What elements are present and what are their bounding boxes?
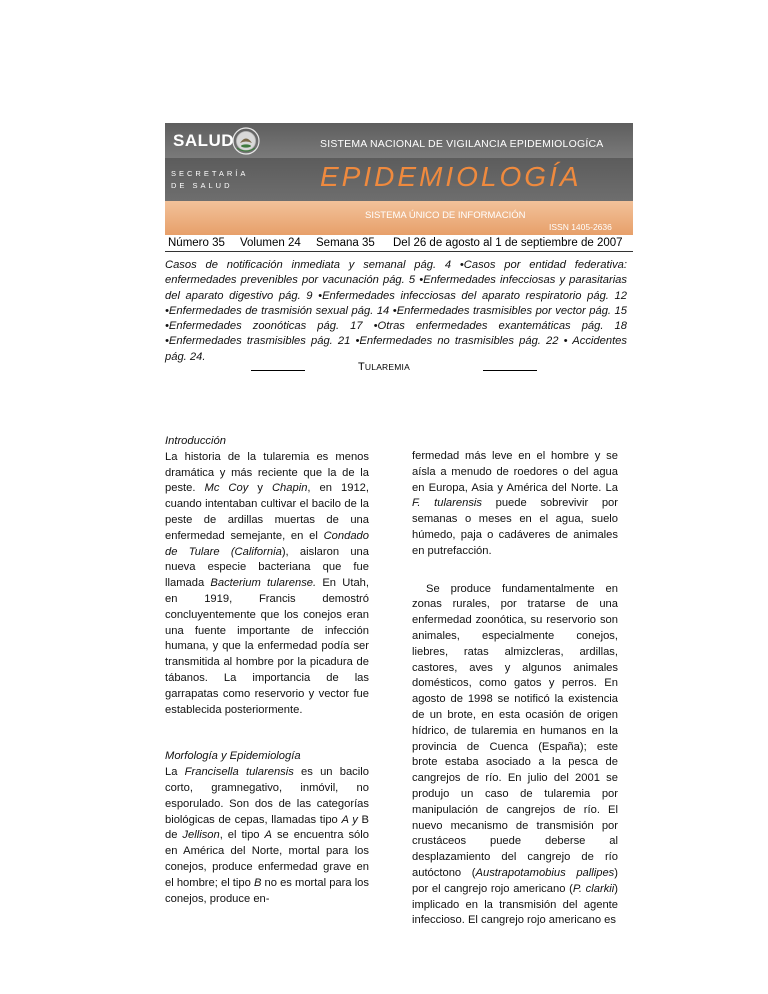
coat-of-arms-icon <box>231 126 261 156</box>
issue-number: Número 35 <box>168 237 225 249</box>
article-title <box>358 361 410 373</box>
publication-title: EPIDEMIOLOGÍA <box>320 161 582 192</box>
title-rule-left <box>251 370 305 371</box>
secretaria-line-2: DE SALUD <box>171 181 233 190</box>
issn-label: ISSN 1405-2636 <box>549 222 612 232</box>
issue-week: Semana 35 <box>316 237 375 249</box>
article-title-initial: T <box>358 361 365 373</box>
salud-logo: SALUD <box>173 131 235 150</box>
secretaria-line-1: SECRETARÍA <box>171 169 249 178</box>
issue-info-bar <box>165 237 633 252</box>
intro-heading: Introducción <box>165 435 226 447</box>
issue-volume: Volumen 24 <box>240 237 301 249</box>
morphology-paragraph: La Francisella tularensis es un bacilo corto, gramnegativo, inmóvil, no esporulado. Son dos de las categorías biológicas de cepas, llamadas tipo A y B de Jellison, el tipo A se encuentra sólo en América del Norte, mortal para los conejos, produce enfermedad grave en el hombre; el tipo B no es mortal para los conejos, produce en- <box>165 766 369 905</box>
title-rule-right <box>483 370 537 371</box>
article-title-rest: ULAREMIA <box>364 362 410 372</box>
intro-paragraph: La historia de la tularemia es menos dramática y más reciente que la de la peste. Mc Coy y Chapin, en 1912, cuando intentaban cultivar el bacilo de la peste de ardillas muertas de una enfermedad semejante, en el Condado de Tulare (California), aislaron una nueva especie bacteriana que fue llamada Bacterium tularense. En Utah, en 1919, Francis demostró concluyentemente que los conejos eran una fuente importante de infección humana, y que la enfermedad podía ser transmitida al hombre por la picadura de tábanos. La importancia de las garrapatas como reservorio y vector fue establecida posteriormente. <box>165 450 370 716</box>
system-title: SISTEMA NACIONAL DE VIGILANCIA EPIDEMIOLOGÍCA <box>320 138 604 150</box>
article-column-left <box>165 434 369 907</box>
epidemiology-paragraph: Se produce fundamentalmente en zonas rurales, por tratarse de una enfermedad zoonótica, su reservorio son animales, especialmente conejos, liebres, ratas almizcleras, ardillas, castores, aves y algunos animales domésticos, como gatos y perros. En agosto de 1998 se notificó la existencia de un brote, en esta ocasión de origen hídrico, de tularemia en humanos en la provincia de Cuenca (España); este brote estaba asociado a la pesca de cangrejos de río. En julio del 2001 se produjo un caso de tularemia por manipulación de cangrejos de río. El nuevo mecanismo de transmisión por crustáceos puede deberse al desplazamiento del cangrejo de río autóctono (Austrapotamobius pallipes) por el cangrejo rojo americano (P. clarkii) implicado en la transmisión del agente infeccioso. El cangrejo rojo americano es <box>412 582 619 927</box>
subsystem-label: SISTEMA ÚNICO DE INFORMACIÓN <box>365 210 526 221</box>
continuation-paragraph: fermedad más leve en el hombre y se aísla a menudo de roedores o del agua en Europa, Asia y América del Norte. La F. tularensis puede sobrevivir por semanas o meses en el agua, suelo húmedo, paja o cadáveres de animales en putrefacción. <box>412 450 618 557</box>
article-column-right <box>412 449 618 929</box>
issue-dates: Del 26 de agosto al 1 de septiembre de 2007 <box>393 237 623 249</box>
contents-summary: Casos de notificación inmediata y semanal pág. 4 •Casos por entidad federativa: enfermedades prevenibles por vacunación pág. 5 •Enfermedades infecciosas y parasitarias del aparato digestivo pág. 9 •Enfermedades infecciosas del aparato respiratorio pág. 12 •Enfermedades de trasmisión sexual pág. 14 •Enfermedades trasmisibles por vector pág. 15 •Enfermedades zoonóticas pág. 17 •Otras enfermedades exantemáticas pág. 18 •Enfermedades trasmisibles pág. 21 •Enfermedades no trasmisibles pág. 22 • Accidentes pág. 24. <box>165 259 627 363</box>
masthead-banner <box>165 123 633 235</box>
secretaria-label <box>171 168 271 192</box>
morphology-heading: Morfología y Epidemiología <box>165 750 301 763</box>
